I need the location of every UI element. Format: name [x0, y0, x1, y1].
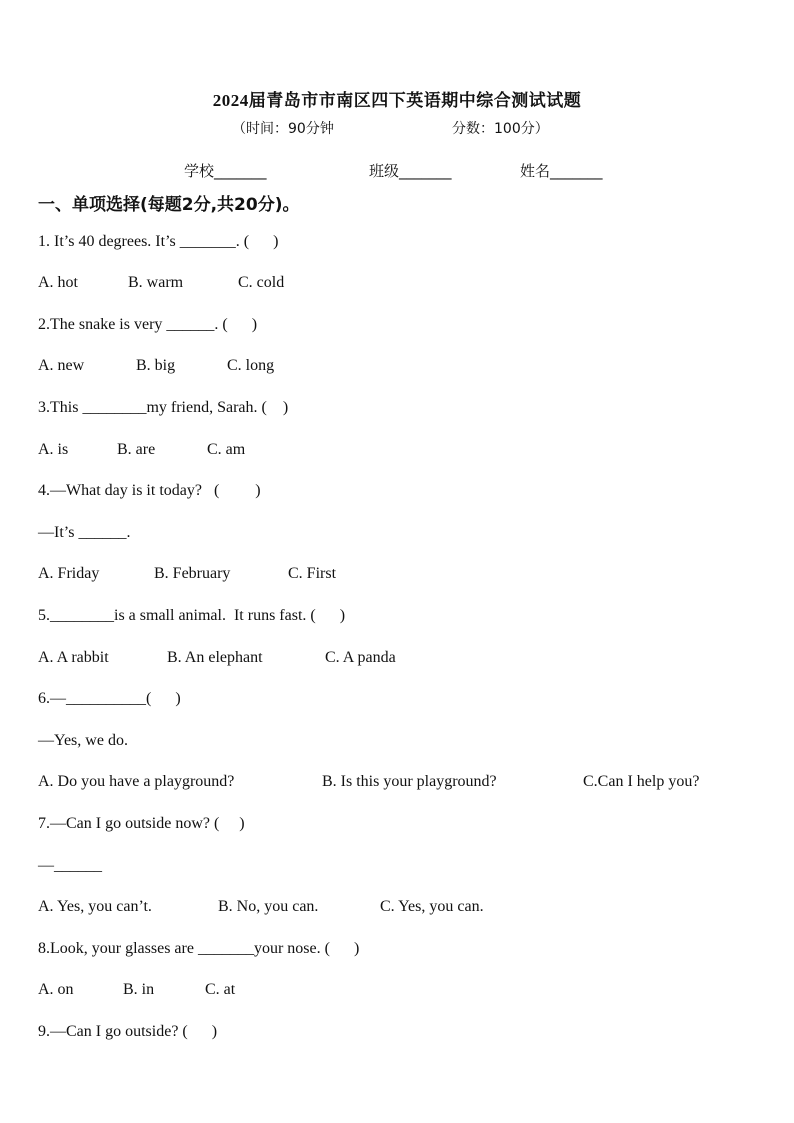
question-1-option-b: B. warm [128, 274, 184, 291]
question-7-stem: 7.—Can I go outside now? ( ) [38, 815, 245, 832]
question-3-option-c: C. am [207, 441, 246, 458]
question-4-option-a: A. Friday [38, 565, 100, 582]
question-5-stem: 5.________is a small animal. It runs fast. ( ) [38, 607, 346, 624]
question-8-option-a: A. on [38, 981, 74, 998]
question-6-response: —Yes, we do. [38, 732, 128, 749]
question-4-response: —It’s ______. [38, 524, 131, 541]
document-title: 2024届青岛市市南区四下英语期中综合测试试题 [212, 91, 582, 110]
question-5-option-b: B. An elephant [167, 649, 263, 666]
question-3-option-b: B. are [117, 441, 156, 458]
question-7-response: —______ [38, 857, 102, 874]
question-3-option-a: A. is [38, 441, 69, 458]
question-7-option-a: A. Yes, you can’t. [38, 898, 152, 915]
question-5-option-c: C. A panda [325, 649, 396, 666]
exam-score: 分数：100分） [452, 121, 549, 137]
question-4-stem: 4.—What day is it today? ( ) [38, 482, 261, 499]
question-6-option-b: B. Is this your playground? [322, 773, 497, 790]
question-7-option-c: C. Yes, you can. [380, 898, 484, 915]
question-6-stem: 6.—__________( ) [38, 690, 181, 707]
question-2-stem: 2.The snake is very ______. ( ) [38, 316, 258, 333]
question-7-option-b: B. No, you can. [218, 898, 319, 915]
question-3-stem: 3.This ________my friend, Sarah. ( ) [38, 399, 289, 416]
question-8-option-b: B. in [123, 981, 155, 998]
question-2-option-a: A. new [38, 357, 85, 374]
question-2-option-b: B. big [136, 357, 176, 374]
question-6-option-a: A. Do you have a playground? [38, 773, 235, 790]
class-field: 班级_______ [369, 162, 452, 180]
question-9-stem: 9.—Can I go outside? ( ) [38, 1023, 218, 1040]
question-1-option-c: C. cold [238, 274, 285, 291]
question-6-option-c: C.Can I help you? [583, 773, 700, 790]
question-4-option-b: B. February [154, 565, 231, 582]
school-field: 学校_______ [184, 162, 267, 180]
section-title: 一、单项选择(每题2分,共20分)。 [38, 195, 300, 215]
question-2-option-c: C. long [227, 357, 275, 374]
question-8-option-c: C. at [205, 981, 236, 998]
exam-time: （时间：90分钟 [232, 121, 334, 137]
question-5-option-a: A. A rabbit [38, 649, 109, 666]
question-4-option-c: C. First [288, 565, 337, 582]
question-8-stem: 8.Look, your glasses are _______your nose. ( ) [38, 940, 360, 957]
question-1-stem: 1. It’s 40 degrees. It’s _______. ( ) [38, 233, 279, 250]
name-field: 姓名_______ [520, 162, 603, 180]
question-1-option-a: A. hot [38, 274, 78, 291]
